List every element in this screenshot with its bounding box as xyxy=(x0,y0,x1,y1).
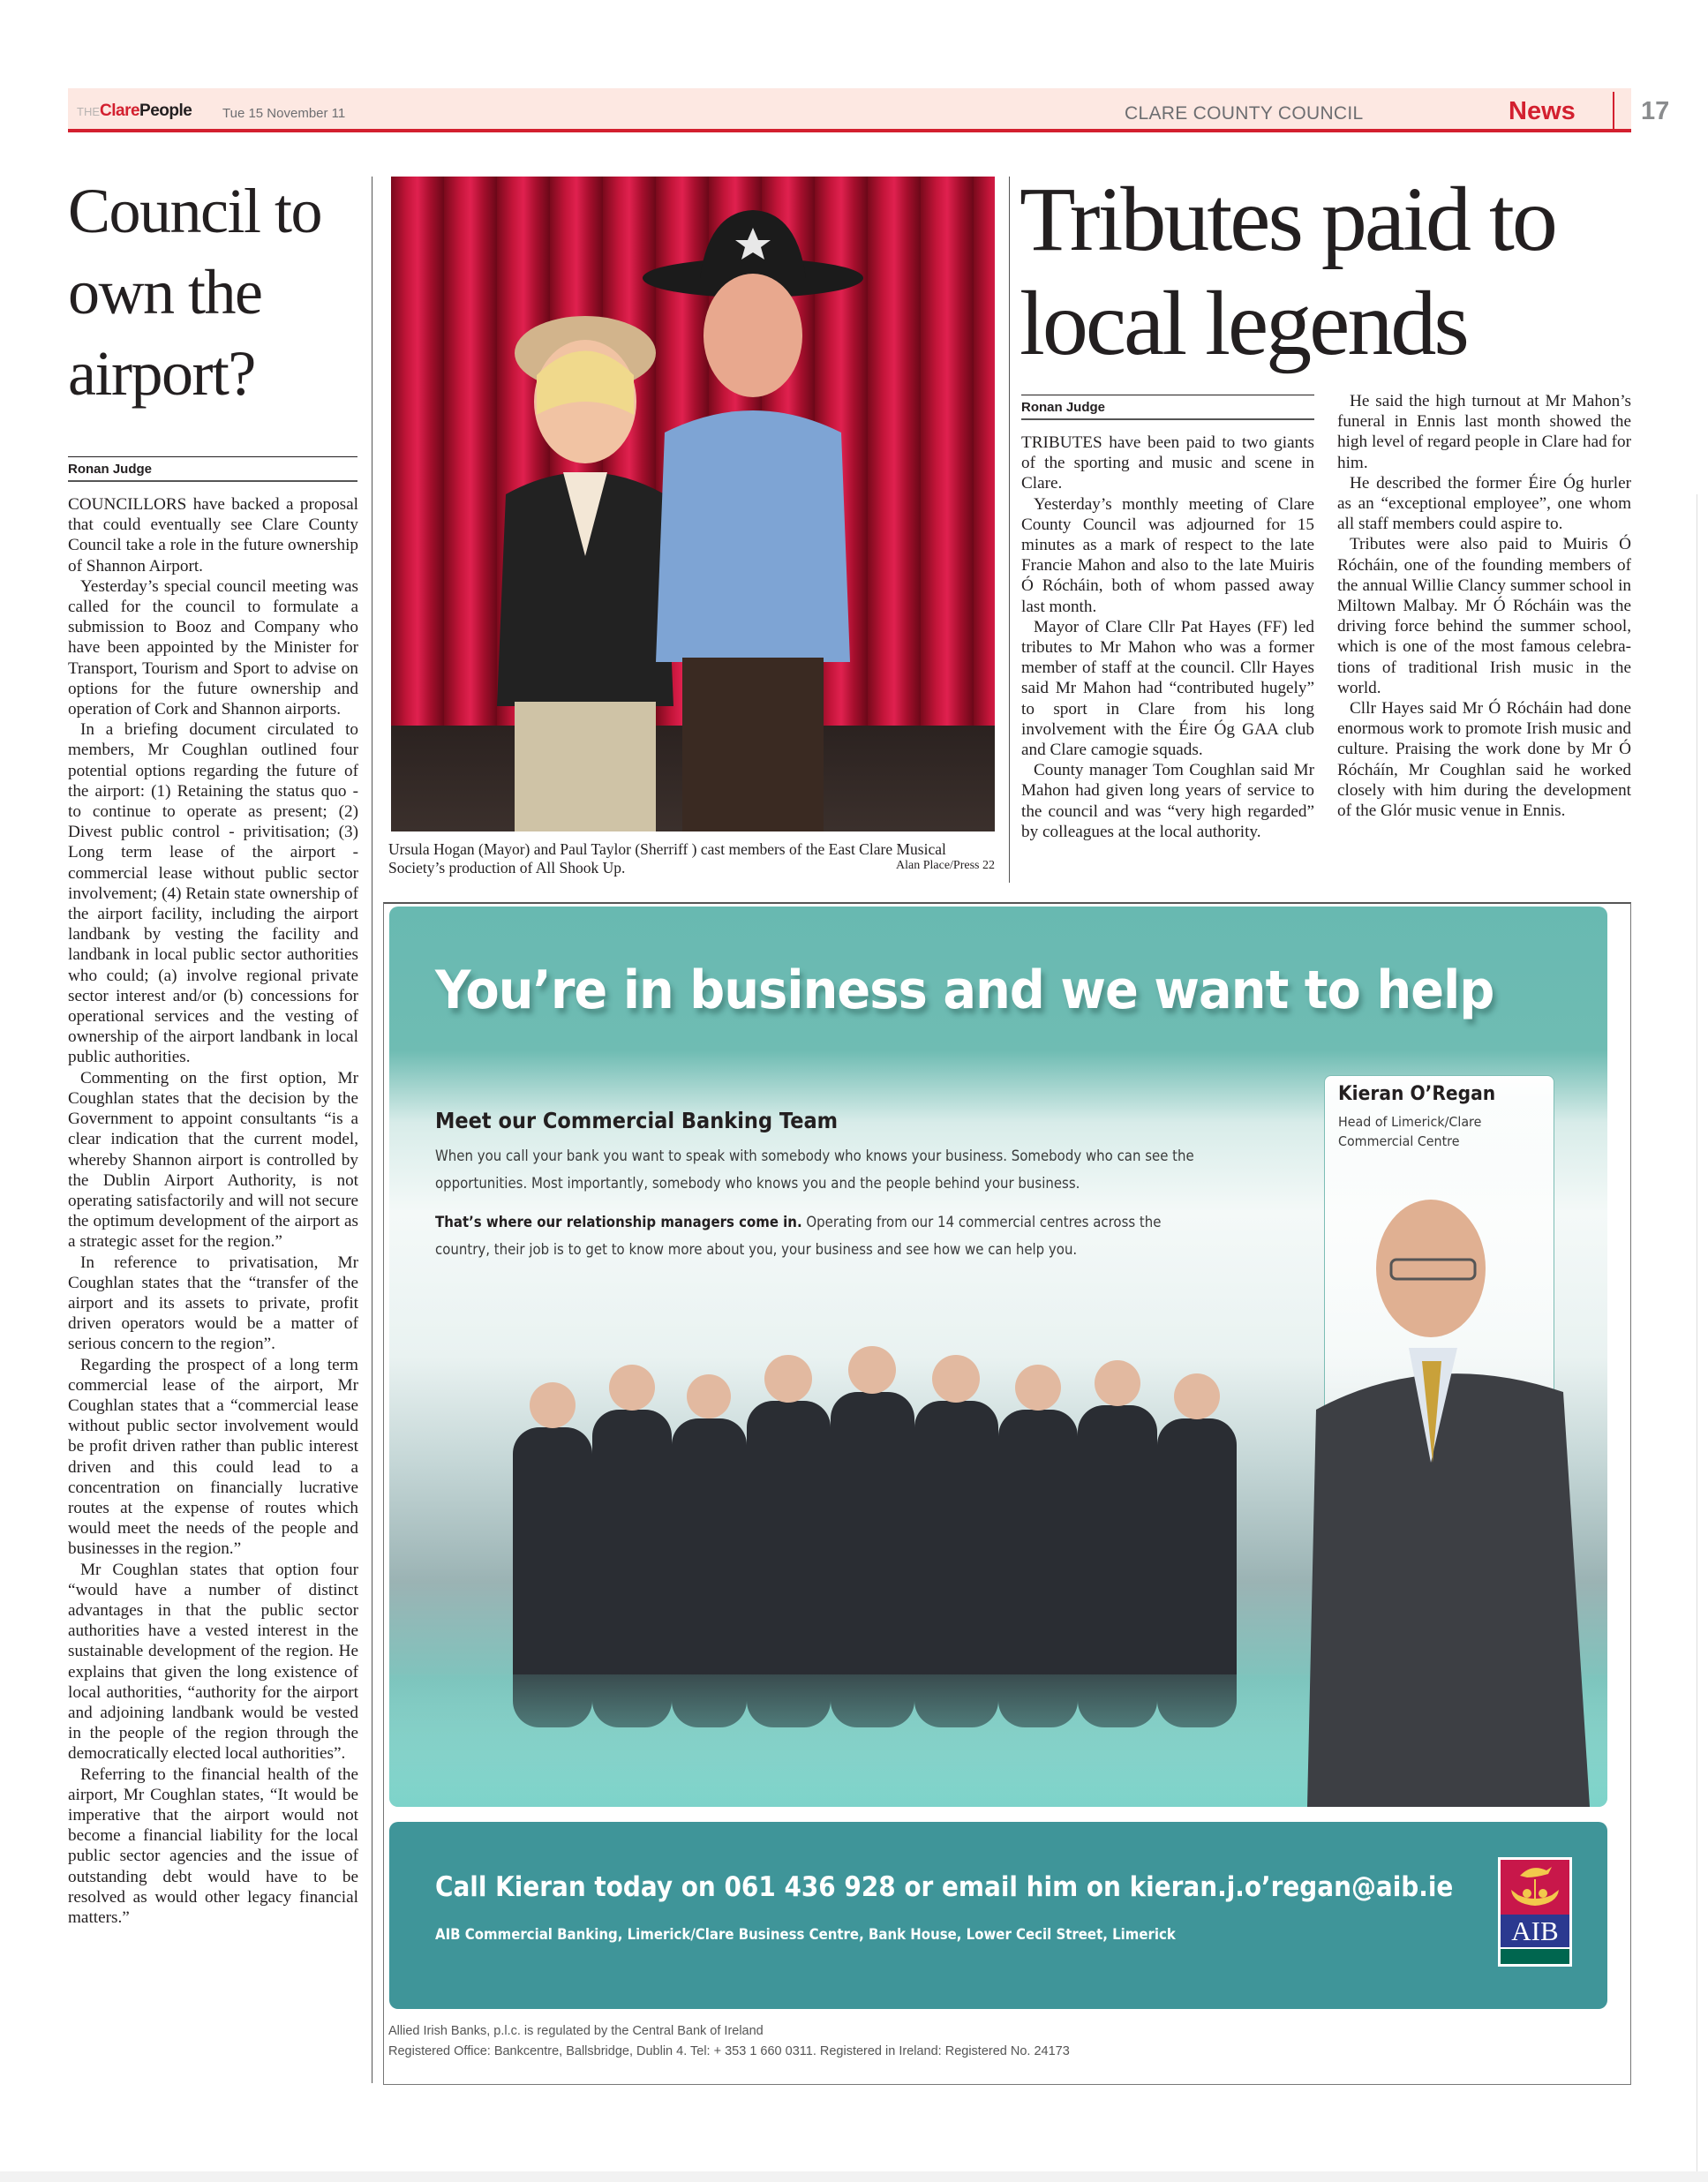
page-edge xyxy=(1697,494,1708,2171)
logo-people: People xyxy=(139,102,192,120)
article-body-tributes-col1 xyxy=(1021,433,1314,842)
aib-ark-icon xyxy=(1501,1860,1569,1915)
paragraph: Yesterday’s special council meeting was called for the council to formulate a submission to Booz and Company who have been appointed by the Minister for Transport, Tourism and Sport to advise on options for the future ownership and operation of Cork and Shannon airports. xyxy=(68,576,358,719)
advert-body-text: Operating from our 14 commercial centres across the country, their job is to get to know more about you, your business and see how we can help you. xyxy=(435,1214,1162,1259)
paragraph: Cllr Hayes said Mr Ó Rócháin had done enormous work to promote Irish music and culture. Praising the work done by Mr Ó Rócháín, Mr Coughlan said he worked closely with him during the development of the Glór music venue in Ennis. xyxy=(1337,699,1631,821)
issue-date: Tue 15 November 11 xyxy=(222,106,346,121)
header-divider xyxy=(1613,92,1614,129)
photo-caption: Ursula Hogan (Mayor) and Paul Taylor (Sherriff ) cast members of the East Clare Musical Society’s production of All Shook Up. xyxy=(388,840,946,877)
advert-body-emphasis: That’s where our relationship managers come in. xyxy=(435,1214,802,1231)
contact-name: Kieran O’Regan xyxy=(1338,1083,1496,1105)
byline-left: Ronan Judge xyxy=(68,456,357,482)
page-header xyxy=(68,88,1670,132)
contact-person-photo xyxy=(1298,1171,1607,1807)
advert-contact-band xyxy=(389,1822,1607,2009)
advert-body-paragraph: When you call your bank you want to speak with somebody who knows your business. Somebody who can see the opportunities. Most importantly, somebody who knows you and the people behind your business. xyxy=(435,1147,1194,1193)
aib-advert-banner xyxy=(389,907,1607,1807)
page-number: 17 xyxy=(1641,97,1670,125)
paragraph: In a briefing document circulated to members, Mr Coughlan outlined four potential options regarding the future of the airport: (1) Retaining the status quo - to continue to operate as present; (2) Divest public control - privitisation; (3) Long term lease of the airport - commercial lease without public sector involvement; (4) Retain state ownership of the airport facility, including the airport landbank by vesting the facility and landbank in local public sector authorities who could; (a) involve regional private sector interest and/or (b) concessions for operational services and the vesting of ownership of the airport landbank in local public authorities. xyxy=(68,720,358,1067)
page-bottom-edge xyxy=(0,2171,1708,2182)
photo-credit: Alan Place/Press 22 xyxy=(896,859,995,872)
advert-headline: You’re in business and we want to help xyxy=(435,959,1494,1021)
column-divider xyxy=(1009,177,1010,883)
advert-call-to-action[interactable]: Call Kieran today on 061 436 928 or email him on kieran.j.o’regan@aib.ie xyxy=(435,1871,1454,1903)
paragraph: He described the former Éire Óg hurler as an “exceptional employee”, one whom all staff members could aspire to. xyxy=(1337,473,1631,534)
paragraph: Referring to the financial health of the airport, Mr Coughlan states, “It would be imperative that the airport would not become a financial liability for the local public sector agencies and the issue of outstanding debt would have to be resolved as would other legacy financial matters.” xyxy=(68,1764,358,1928)
aib-logo xyxy=(1498,1857,1572,1967)
paragraph: In reference to privatisation, Mr Coughlan states that the “transfer of the airport and its assets to private, profit driven operators would be a matter of serious concern to the region”. xyxy=(68,1253,358,1354)
advert-body xyxy=(435,1143,1196,1264)
article-body-tributes-col2 xyxy=(1337,391,1631,821)
category-label: News xyxy=(1509,97,1576,125)
advert-address: AIB Commercial Banking, Limerick/Clare Business Centre, Bank House, Lower Cecil Street, Limerick xyxy=(435,1926,1176,1944)
paragraph: Regarding the prospect of a long term commercial lease of the airport, Mr Coughlan states that a “commercial lease without public sector involvement would be profit driven rather than public interest driven and this could lead to a concentration on financially lucrative routes at the expense of routes which would meet the needs of the people and businesses in the region.” xyxy=(68,1355,358,1559)
advert-subheading: Meet our Commercial Banking Team xyxy=(435,1108,839,1133)
paragraph: Mr Coughlan states that option four “would have a number of distinct advantages in that the public sector authorities have a vested interest in the sustainable development of the region. He explains that given the long existence of local authorities, “authority for the airport and adjoining landbank would be vested in the people of the region through the democratically elected local authorities”. xyxy=(68,1560,358,1764)
newspaper-logo xyxy=(77,102,192,121)
logo-the: THE xyxy=(77,105,100,118)
aib-logo-stripe xyxy=(1501,1949,1569,1964)
aib-wordmark: AIB xyxy=(1501,1915,1569,1947)
advert-legal-text xyxy=(388,2021,1070,2062)
legal-line: Allied Irish Banks, p.l.c. is regulated by the Central Bank of Ireland xyxy=(388,2024,764,2038)
paragraph: TRIBUTES have been paid to two giants of the sporting and music and scene in Clare. xyxy=(1021,433,1314,493)
paragraph: Tributes were also paid to Muiris Ó Rócháin, one of the founding members of the annual Willie Clancy summer school in Miltown Malbay. Mr Ó Rócháin was the driving force behind the summer school, which is one of the most famous celebrations of traditional Irish music in the world. xyxy=(1337,535,1631,697)
man-figure xyxy=(638,203,868,831)
paragraph: Yesterday’s monthly meeting of Clare County Council was adjourned for 15 minutes as a mark of respect to the late Francie Mahon and also to the late Muiris Ó Rócháin, both of whom passed away last month. xyxy=(1021,494,1314,616)
section-title: CLARE COUNTY COUNCIL xyxy=(1125,103,1364,124)
paragraph: He said the high turnout at Mr Mahon’s funeral in Ennis last month showed the high level of regard people in Clare had for him. xyxy=(1337,392,1631,472)
legal-line: Registered Office: Bankcentre, Ballsbridge, Dublin 4. Tel: + 353 1 660 0311. Registered in Ireland: Registered No. 24173 xyxy=(388,2044,1070,2058)
contact-title: Head of Limerick/Clare Commercial Centre xyxy=(1338,1114,1482,1149)
paragraph: Mayor of Clare Cllr Pat Hayes (FF) led tributes to Mr Mahon who was a former member of staff at the council. Cllr Hayes said Mr Mahon had “contributed hugely” to sport in Clare from his long involvement with the Éire Óg GAA club and Clare camogie squads. xyxy=(1021,617,1314,760)
news-photo xyxy=(391,177,995,831)
advert-body-paragraph xyxy=(435,1209,1196,1264)
article-body-airport xyxy=(68,494,358,1928)
paragraph: COUNCILLORS have backed a proposal that could eventually see Clare County Council take a role in the future ownership of Shannon Airport. xyxy=(68,495,358,576)
paragraph: Commenting on the first option, Mr Coughlan states that the decision by the Government to appoint consultants “is a clear indication that the current model, whereby Shannon airport is controlled by the Dublin Airport Authority, is not operating satisfactorily and will not secure the optimum development of the airport as a strategic asset for the region.” xyxy=(68,1068,358,1252)
byline-right: Ronan Judge xyxy=(1021,395,1314,420)
headline-tributes: Tributes paid to local legends xyxy=(1020,169,1555,374)
headline-council-airport: Council to own the airport? xyxy=(68,176,321,409)
logo-clare: Clare xyxy=(100,102,140,120)
paragraph: County manager Tom Coughlan said Mr Mahon had given long years of service to the council and was “very high regarded” by colleagues at the local authority. xyxy=(1021,761,1314,841)
